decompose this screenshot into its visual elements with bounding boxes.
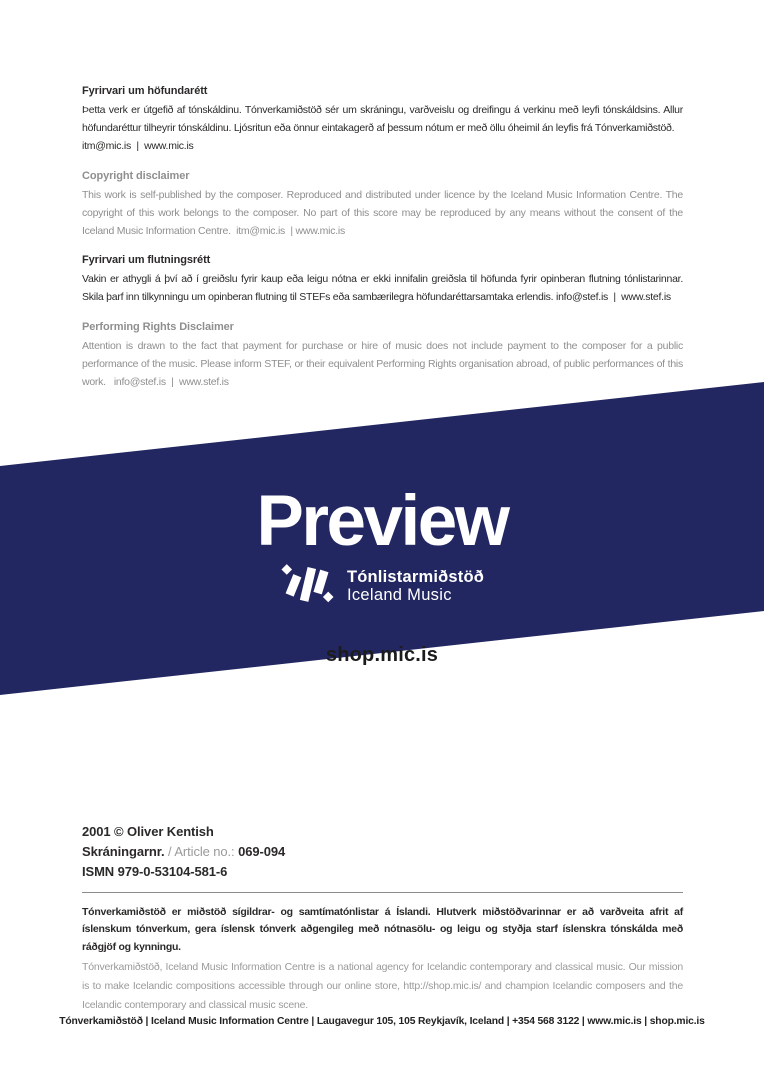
disclaimer-copyright-en: [82, 170, 683, 241]
horizontal-divider: [82, 892, 683, 893]
logo-name-icelandic: Tónlistarmiðstöð: [346, 567, 485, 586]
disclaimer-performing-rights-en: [82, 321, 683, 392]
preview-watermark-title: Preview: [256, 482, 508, 561]
disclaimer-body: Þetta verk er útgefið af tónskáldinu. Tónverkamiðstöð sér um skráningu, varðveislu og dreifingu á verkinu með leyfi tónskáldsins. Allur höfundaréttur tilheyrir tónskáldinu. Ljósritun eða önnur eintakagerð af þessum nótum er með öllu óheimil án leyfis frá Tónverkamiðstöð.: [82, 104, 683, 135]
article-label-icelandic: Skráningarnr.: [82, 844, 165, 859]
disclaimer-performing-rights-is: [82, 254, 683, 306]
disclaimer-body: Attention is drawn to the fact that payment for purchase or hire of music does not include payment to the composer for a public performance of the music. Please inform STEF, or their equivalent Performing Rights organisation abroad, of public performances of this work. info@stef.is | www.stef.is: [82, 339, 683, 389]
footer-contact-line: Tónverkamiðstöð | Iceland Music Information Centre | Laugavegur 105, 105 Reykjavík, Iceland | +354 568 3122 | www.mic.is | shop.mic.is: [59, 1016, 705, 1027]
about-paragraph-english: Tónverkamiðstöð, Iceland Music Information Centre is a national agency for Icelandic contemporary and classical music. Our mission is to make Icelandic compositions accessible through our online store, http://shop.mic.is/ and champion Icelandic composers and the Icelandic contemporary and classical music scene.: [82, 961, 683, 1011]
disclaimer-heading: Performing Rights Disclaimer: [82, 320, 234, 333]
article-label-english: / Article no.:: [168, 844, 235, 859]
disclaimer-section: [82, 85, 683, 405]
logo-name-english: Iceland Music: [346, 585, 452, 604]
shop-url-text: shop.mic.is: [325, 644, 439, 666]
disclaimer-body: Vakin er athygli á því að í greiðslu fyrir kaup eða leigu nótna er ekki innifalin greiðsla til höfunda fyrir opinberan flutning tónlistarinnar. Skila þarf inn tilkynningu um opinberan flutning til STEFs eða sambærilegra höfundaréttarsamtaka erlendis. info@stef.is | www.stef.is: [82, 273, 683, 304]
copyright-composer-line: 2001 © Oliver Kentish: [82, 824, 214, 839]
article-number-line: [82, 842, 683, 862]
ismn-line: ISMN 979-0-53104-581-6: [82, 864, 228, 879]
disclaimer-heading: Fyrirvari um flutningsrétt: [82, 254, 211, 267]
disclaimer-contact: itm@mic.is | www.mic.is: [82, 140, 194, 153]
disclaimer-copyright-is: [82, 85, 683, 156]
about-paragraph-icelandic: Tónverkamiðstöð er miðstöð sígildrar- og samtímatónlistar á Íslandi. Hlutverk miðstöðvarinnar er að varðveita afrit af íslenskum tónverkum, gera íslensk tónverk aðgengileg með nótnasölu- og leigu og styðja starf íslenskra tónskálda með ráðgjöf og kynningu.: [82, 906, 683, 953]
disclaimer-heading: Fyrirvari um höfundarétt: [82, 85, 208, 97]
disclaimer-body: This work is self-published by the composer. Reproduced and distributed under licence by the Iceland Music Information Centre. The copyright of this work belongs to the composer. No part of this score may be reproduced by any means without the consent of the Iceland Music Information Centre. itm@mic.is | www.mic.is: [82, 188, 683, 238]
disclaimer-heading: Copyright disclaimer: [82, 169, 190, 182]
article-number-value: 069-094: [238, 844, 286, 859]
publication-info: [82, 822, 683, 882]
